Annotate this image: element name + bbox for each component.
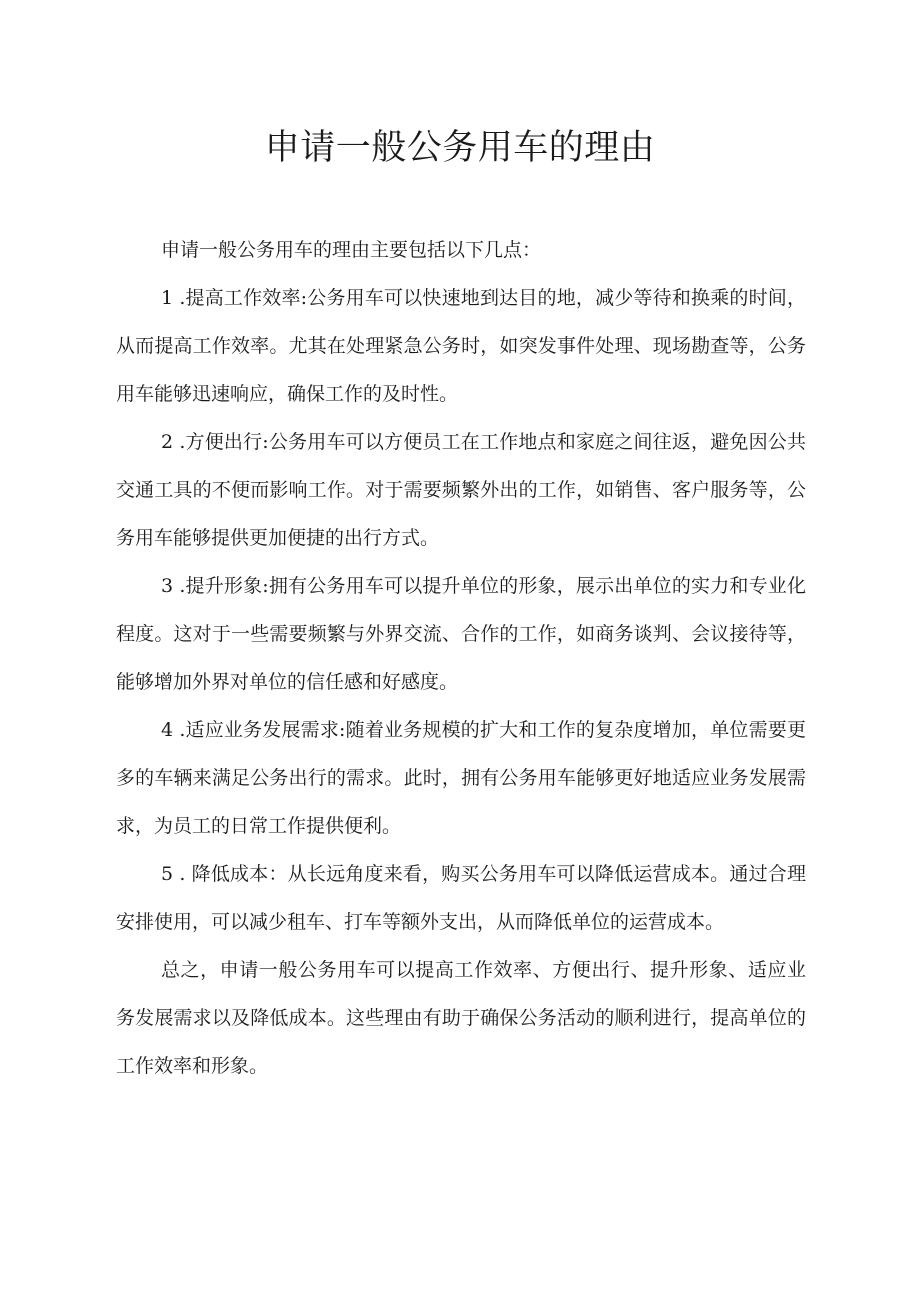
reason-item-3 [116,562,806,706]
conclusion-paragraph: 总之，申请一般公务用车可以提高工作效率、方便出行、提升形象、适应业务发展需求以及降低成本。这些理由有助于确保公务活动的顺利进行，提高单位的工作效率和形象。 [116,959,806,1077]
reason-item-2 [116,418,806,562]
item-number: 4 [161,719,174,741]
reason-item-1 [116,274,806,418]
item-heading: .方便出行: [179,431,269,453]
item-heading: .提高工作效率: [179,287,308,309]
reason-item-4 [116,706,806,850]
item-number: 5 [161,863,174,885]
item-number: 2 [161,431,174,453]
document-title: 申请一般公务用车的理由 [264,128,656,168]
intro-paragraph: 申请一般公务用车的理由主要包括以下几点： [161,239,542,261]
item-text: 从长远角度来看，购买公务用车可以降低运营成本。通过合理安排使用，可以减少租车、打车等额外支出，从而降低单位的运营成本。 [116,863,806,933]
item-text: 公务用车可以方便员工在工作地点和家庭之间往返，避免因公共交通工具的不便而影响工作。对于需要频繁外出的工作，如销售、客户服务等，公务用车能够提供更加便捷的出行方式。 [116,431,806,549]
reason-item-5 [116,850,806,946]
item-heading: . 降低成本： [179,863,288,885]
item-number: 3 [161,575,174,597]
item-text: 随着业务规模的扩大和工作的复杂度增加，单位需要更多的车辆来满足公务出行的需求。此时，拥有公务用车能够更好地适应业务发展需求，为员工的日常工作提供便利。 [116,719,806,837]
item-heading: .适应业务发展需求: [179,719,346,741]
item-text: 公务用车可以快速地到达目的地，减少等待和换乘的时间，从而提高工作效率。尤其在处理紧急公务时，如突发事件处理、现场勘查等，公务用车能够迅速响应，确保工作的及时性。 [116,287,806,405]
item-text: 拥有公务用车可以提升单位的形象，展示出单位的实力和专业化程度。这对于一些需要频繁与外界交流、合作的工作，如商务谈判、会议接待等，能够增加外界对单位的信任感和好感度。 [116,575,806,693]
document-body [116,226,806,1090]
item-heading: .提升形象: [179,575,269,597]
item-number: 1 [161,287,174,309]
